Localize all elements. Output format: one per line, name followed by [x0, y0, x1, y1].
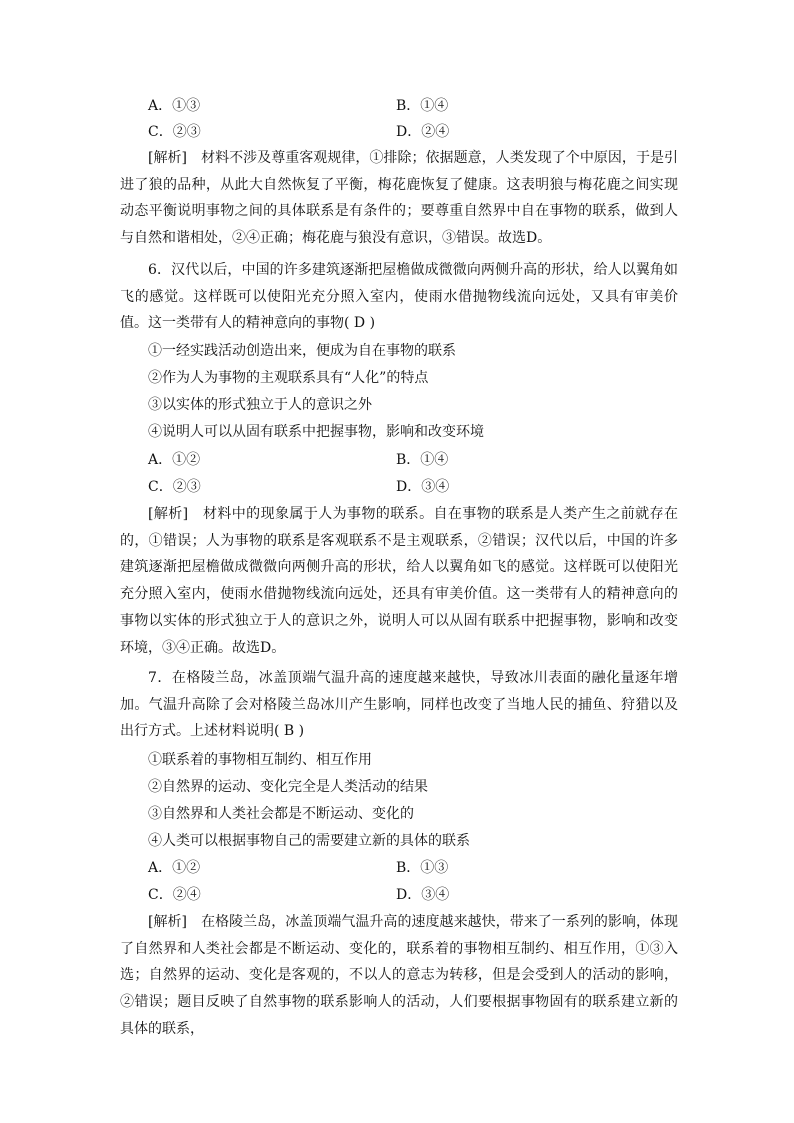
- q5-analysis: [解析] 材料不涉及尊重客观规律，①排除；依据题意，人类发现了个中原因，于是引进了狼的品种，从此大自然恢复了平衡，梅花鹿恢复了健康。这表明狼与梅花鹿之间实现动态平衡说明事物之间的具体联系是有条件的；要尊重自然界中自在事物的联系，做到人与自然和谐相处，②④正确；梅花鹿与狼没有意识，③错误。故选D。: [120, 150, 678, 247]
- q7-option-a: A．①②: [148, 860, 201, 876]
- q6-statement-1: ①一经实践活动创造出来，便成为自在事物的联系: [148, 343, 456, 359]
- q7-option-c: C．②④: [148, 887, 201, 903]
- q7-statement-1: ①联系着的事物相互制约、相互作用: [148, 752, 372, 768]
- q6-analysis: [解析] 材料中的现象属于人为事物的联系。自在事物的联系是人类产生之前就存在的，①错误；人为事物的联系是客观联系不是主观联系，②错误；汉代以后，中国的许多建筑逐渐把屋檐做成微微向两侧升高的形状，给人以翼角如飞的感觉。这样既可以使阳光充分照入室内，使雨水借抛物线流向远处，还具有审美价值。这一类带有人的精神意向的事物以实体的形式独立于人的意识之外，说明人可以从固有联系中把握事物，影响和改变环境，③④正确。故选D。: [120, 506, 678, 656]
- q7-option-d: D．③④: [396, 887, 450, 903]
- q5-option-b: B．①④: [396, 98, 449, 114]
- q5-option-c: C．②③: [148, 124, 201, 140]
- q6-option-c: C．②③: [148, 479, 201, 495]
- q6-option-d: D．③④: [396, 479, 450, 495]
- q6-statement-2: ②作为人为事物的主观联系具有“人化”的特点: [148, 370, 429, 386]
- q5-option-d: D．②④: [396, 124, 450, 140]
- q6-option-b: B．①④: [396, 452, 449, 468]
- q6-statement-4: ④说明人可以从固有联系中把握事物，影响和改变环境: [148, 424, 484, 440]
- q6-statement-3: ③以实体的形式独立于人的意识之外: [148, 397, 372, 413]
- q7-stem: 7．在格陵兰岛，冰盖顶端气温升高的速度越来越快，导致冰川表面的融化量逐年增加。气温升高除了会对格陵兰岛冰川产生影响，同样也改变了当地人民的捕鱼、狩猎以及出行方式。上述材料说明( B ): [120, 670, 678, 740]
- q7-statement-3: ③自然界和人类社会都是不断运动、变化的: [148, 806, 414, 822]
- q7-analysis: [解析] 在格陵兰岛，冰盖顶端气温升高的速度越来越快，带来了一系列的影响，体现了自然界和人类社会都是不断运动、变化的，联系着的事物相互制约、相互作用，①③入选；自然界的运动、变化是客观的，不以人的意志为转移，但是会受到人的活动的影响，②错误；题目反映了自然事物的联系影响人的活动，人们要根据事物固有的联系建立新的具体的联系，: [120, 914, 678, 1037]
- q6-option-a: A．①②: [148, 452, 201, 468]
- q6-stem: 6．汉代以后，中国的许多建筑逐渐把屋檐做成微微向两侧升高的形状，给人以翼角如飞的感觉。这样既可以使阳光充分照入室内，使雨水借抛物线流向远处，又具有审美价值。这一类带有人的精神意向的事物( D ): [120, 262, 678, 332]
- q7-statement-2: ②自然界的运动、变化完全是人类活动的结果: [148, 779, 428, 795]
- q5-option-a: A．①③: [148, 98, 201, 114]
- q7-option-b: B．①③: [396, 860, 449, 876]
- q7-statement-4: ④人类可以根据事物自己的需要建立新的具体的联系: [148, 833, 470, 849]
